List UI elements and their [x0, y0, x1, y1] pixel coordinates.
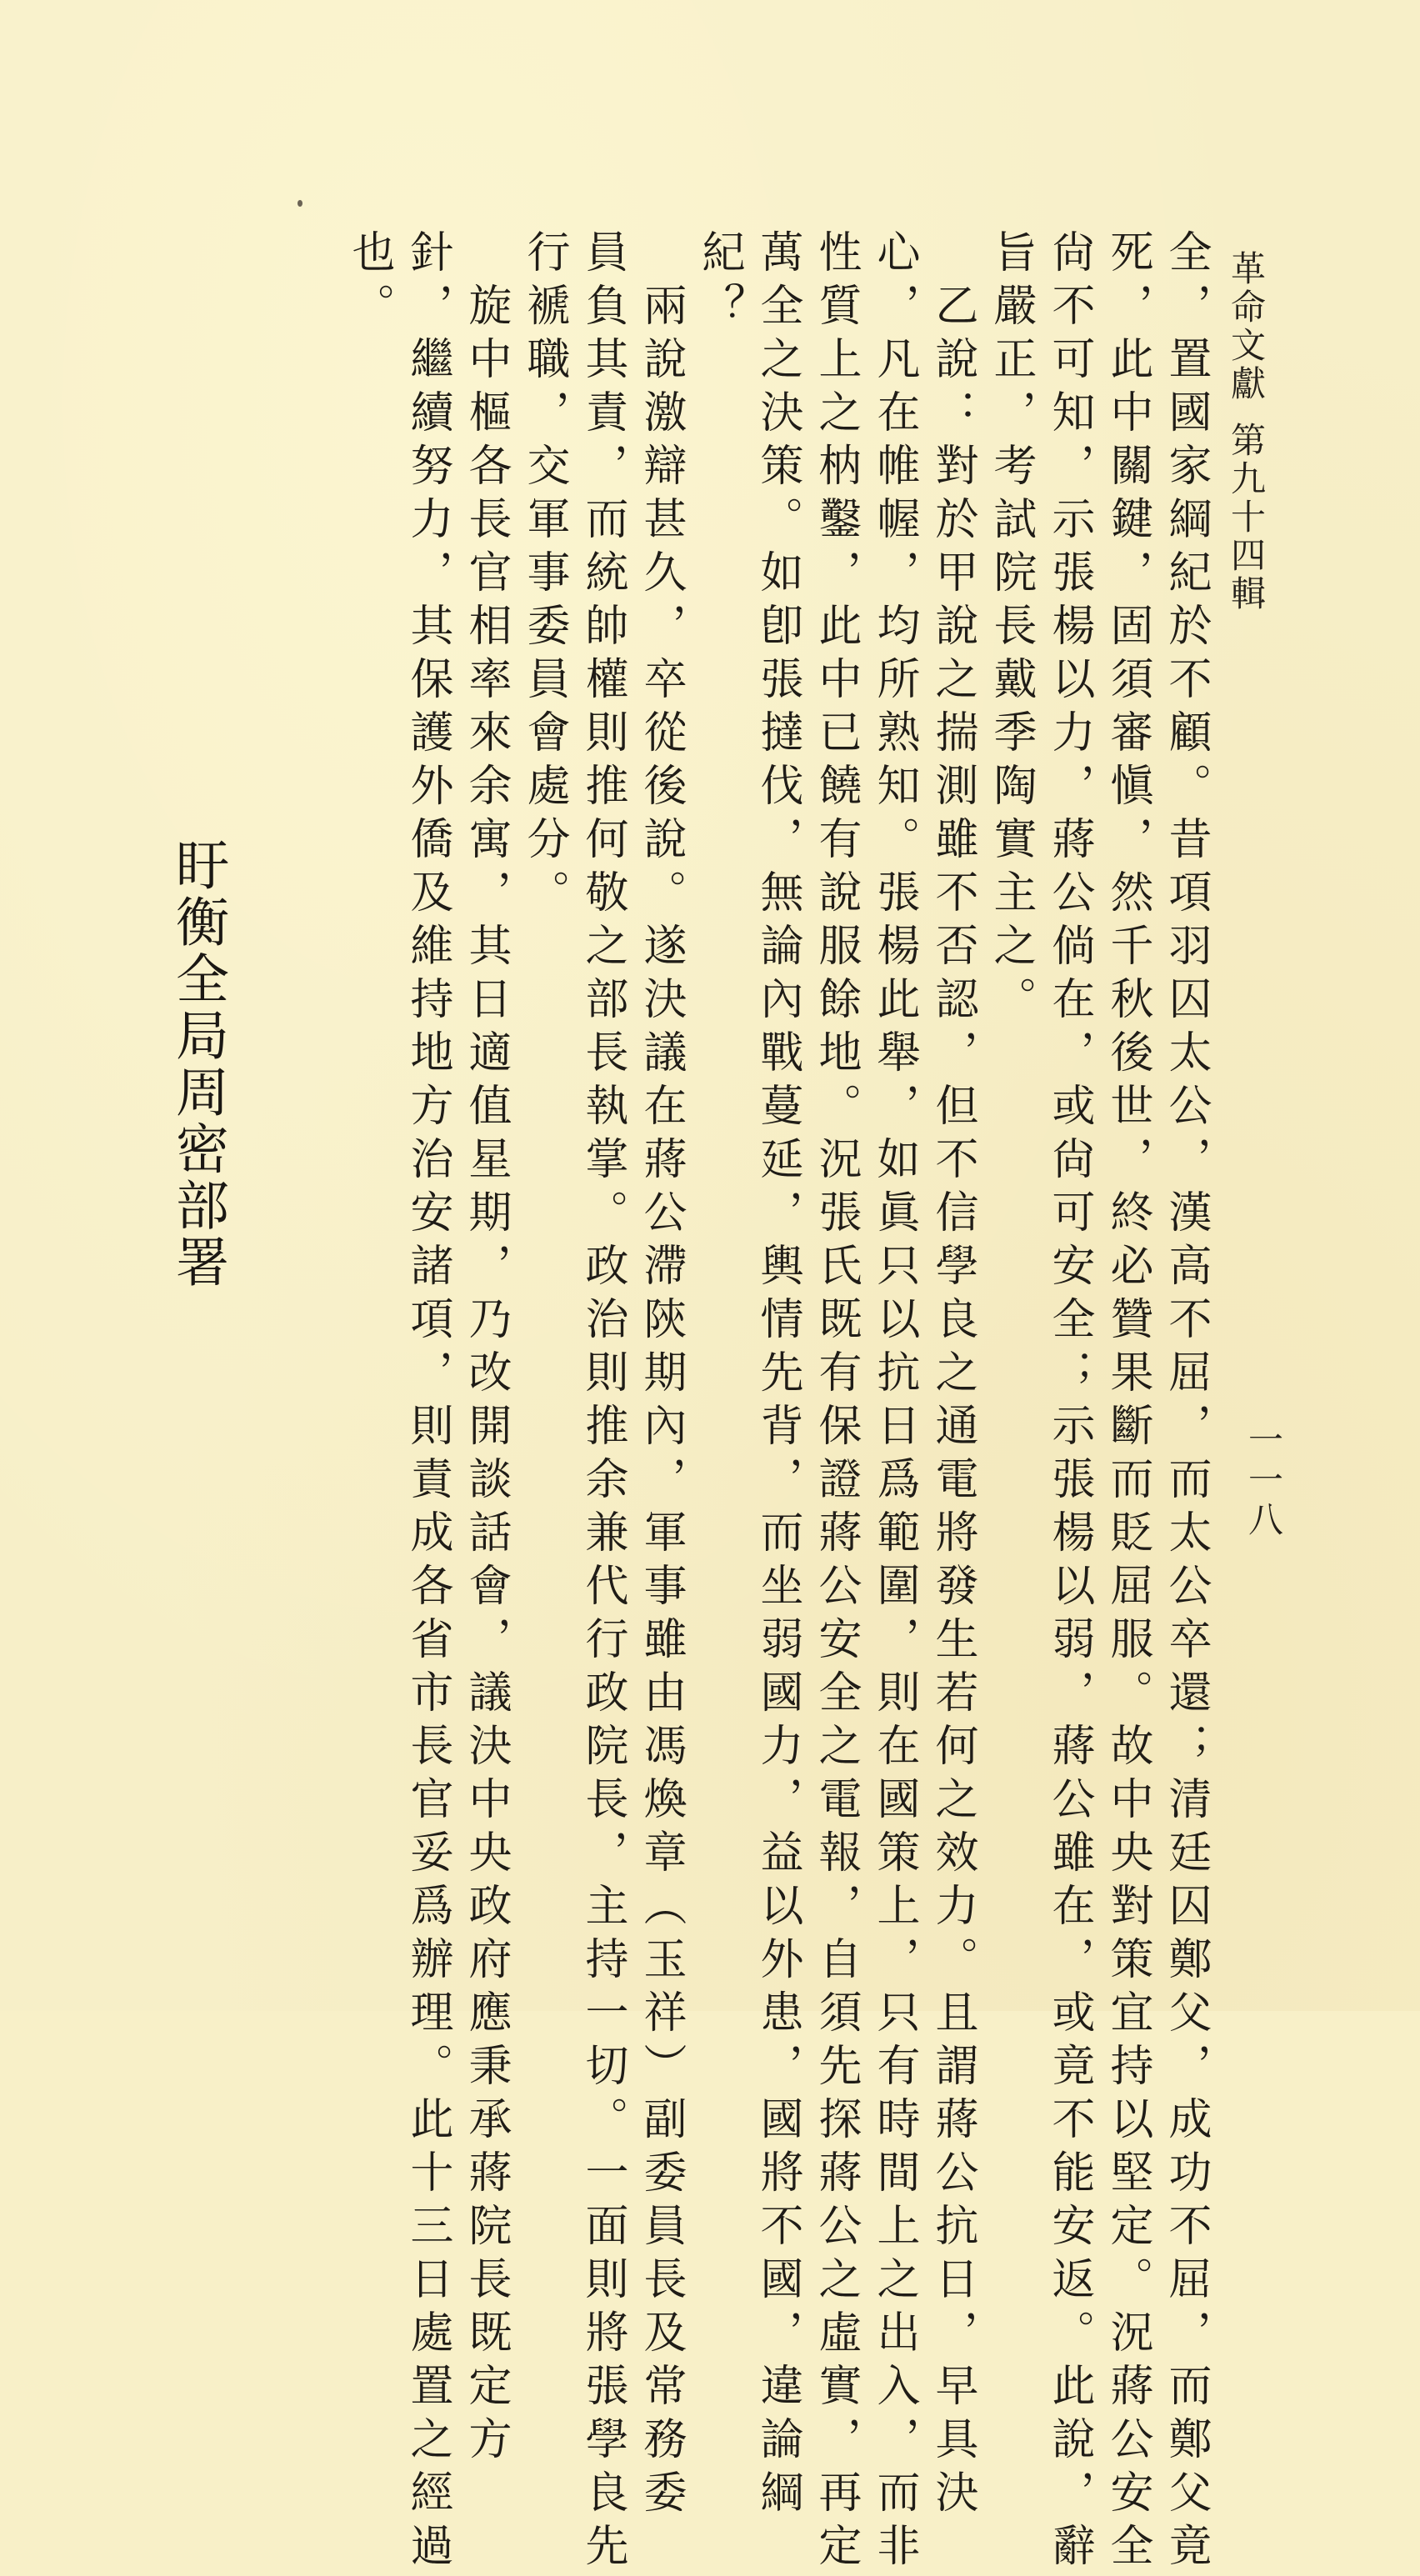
text-column: 全，置國家綱紀於不顧。昔項羽囚太公，漢高不屈，而太公卒還；清廷囚鄭父，成功不屈，而鄭父竟 — [1161, 229, 1211, 2576]
text-column: 員負其責，而統帥權則推何敬之部長執掌。政治則推余兼代行政院長，主持一切。一面則將張學良先 — [578, 229, 628, 2576]
text-column: 心，凡在帷幄，均所熟知。張楊此舉，如眞只以抗日爲範圍，則在國策上，只有時間上之出入，而非 — [869, 229, 919, 2576]
section-heading: 盱衡全局周密部署 — [167, 838, 228, 1291]
text-column: 旋中樞各長官相率來余寓，其日適值星期，乃改開談話會，議決中央政府應秉承蔣院長既定方 — [461, 283, 511, 2469]
text-column: 尙不可知，示張楊以力，蔣公倘在，或尙可安全；示張楊以弱，蔣公雖在，或竟不能安返。此說，辭 — [1044, 229, 1094, 2576]
text-column: 旨嚴正，考試院長戴季陶實主之。 — [986, 229, 1036, 1029]
book-title: 革命文獻 — [1226, 250, 1267, 403]
running-header — [1226, 250, 1267, 613]
paper-speck — [298, 200, 302, 207]
text-column: 紀？ — [694, 229, 744, 336]
text-column: 死，此中關鍵，固須審愼，然千秋後世，終必贊果斷而貶屈服。故中央對策宜持以堅定。況蔣公安全 — [1102, 229, 1152, 2576]
text-column: 性質上之枘鑿，此中已饒有說服餘地。況張氏既有保證蔣公安全之電報，自須先探蔣公之虛實，再定 — [811, 229, 861, 2576]
text-column: 行褫職，交軍事委員會處分。 — [519, 229, 569, 923]
volume-number: 第九十四輯 — [1226, 422, 1267, 613]
page-number: 一一八 — [1243, 1421, 1284, 1541]
text-column: 萬全之決策。如卽張撻伐，無論內戰蔓延，輿情先背，而坐弱國力，益以外患，國將不國，違論綱 — [752, 229, 802, 2523]
text-column: 乙說：對於甲說之揣測雖不否認，但不信學良之通電將發生若何之效力。且謂蔣公抗日，早具決 — [928, 283, 978, 2523]
text-column: 針，繼續努力，其保護外僑及維持地方治安諸項，則責成各省市長官妥爲辦理。此十三日處置之經過 — [402, 229, 452, 2576]
text-column: 也。 — [344, 229, 394, 336]
text-column: 兩說激辯甚久，卒從後說。遂決議在蔣公滯陝期內，軍事雖由馮煥章（玉祥）副委員長及常務委 — [636, 283, 686, 2523]
